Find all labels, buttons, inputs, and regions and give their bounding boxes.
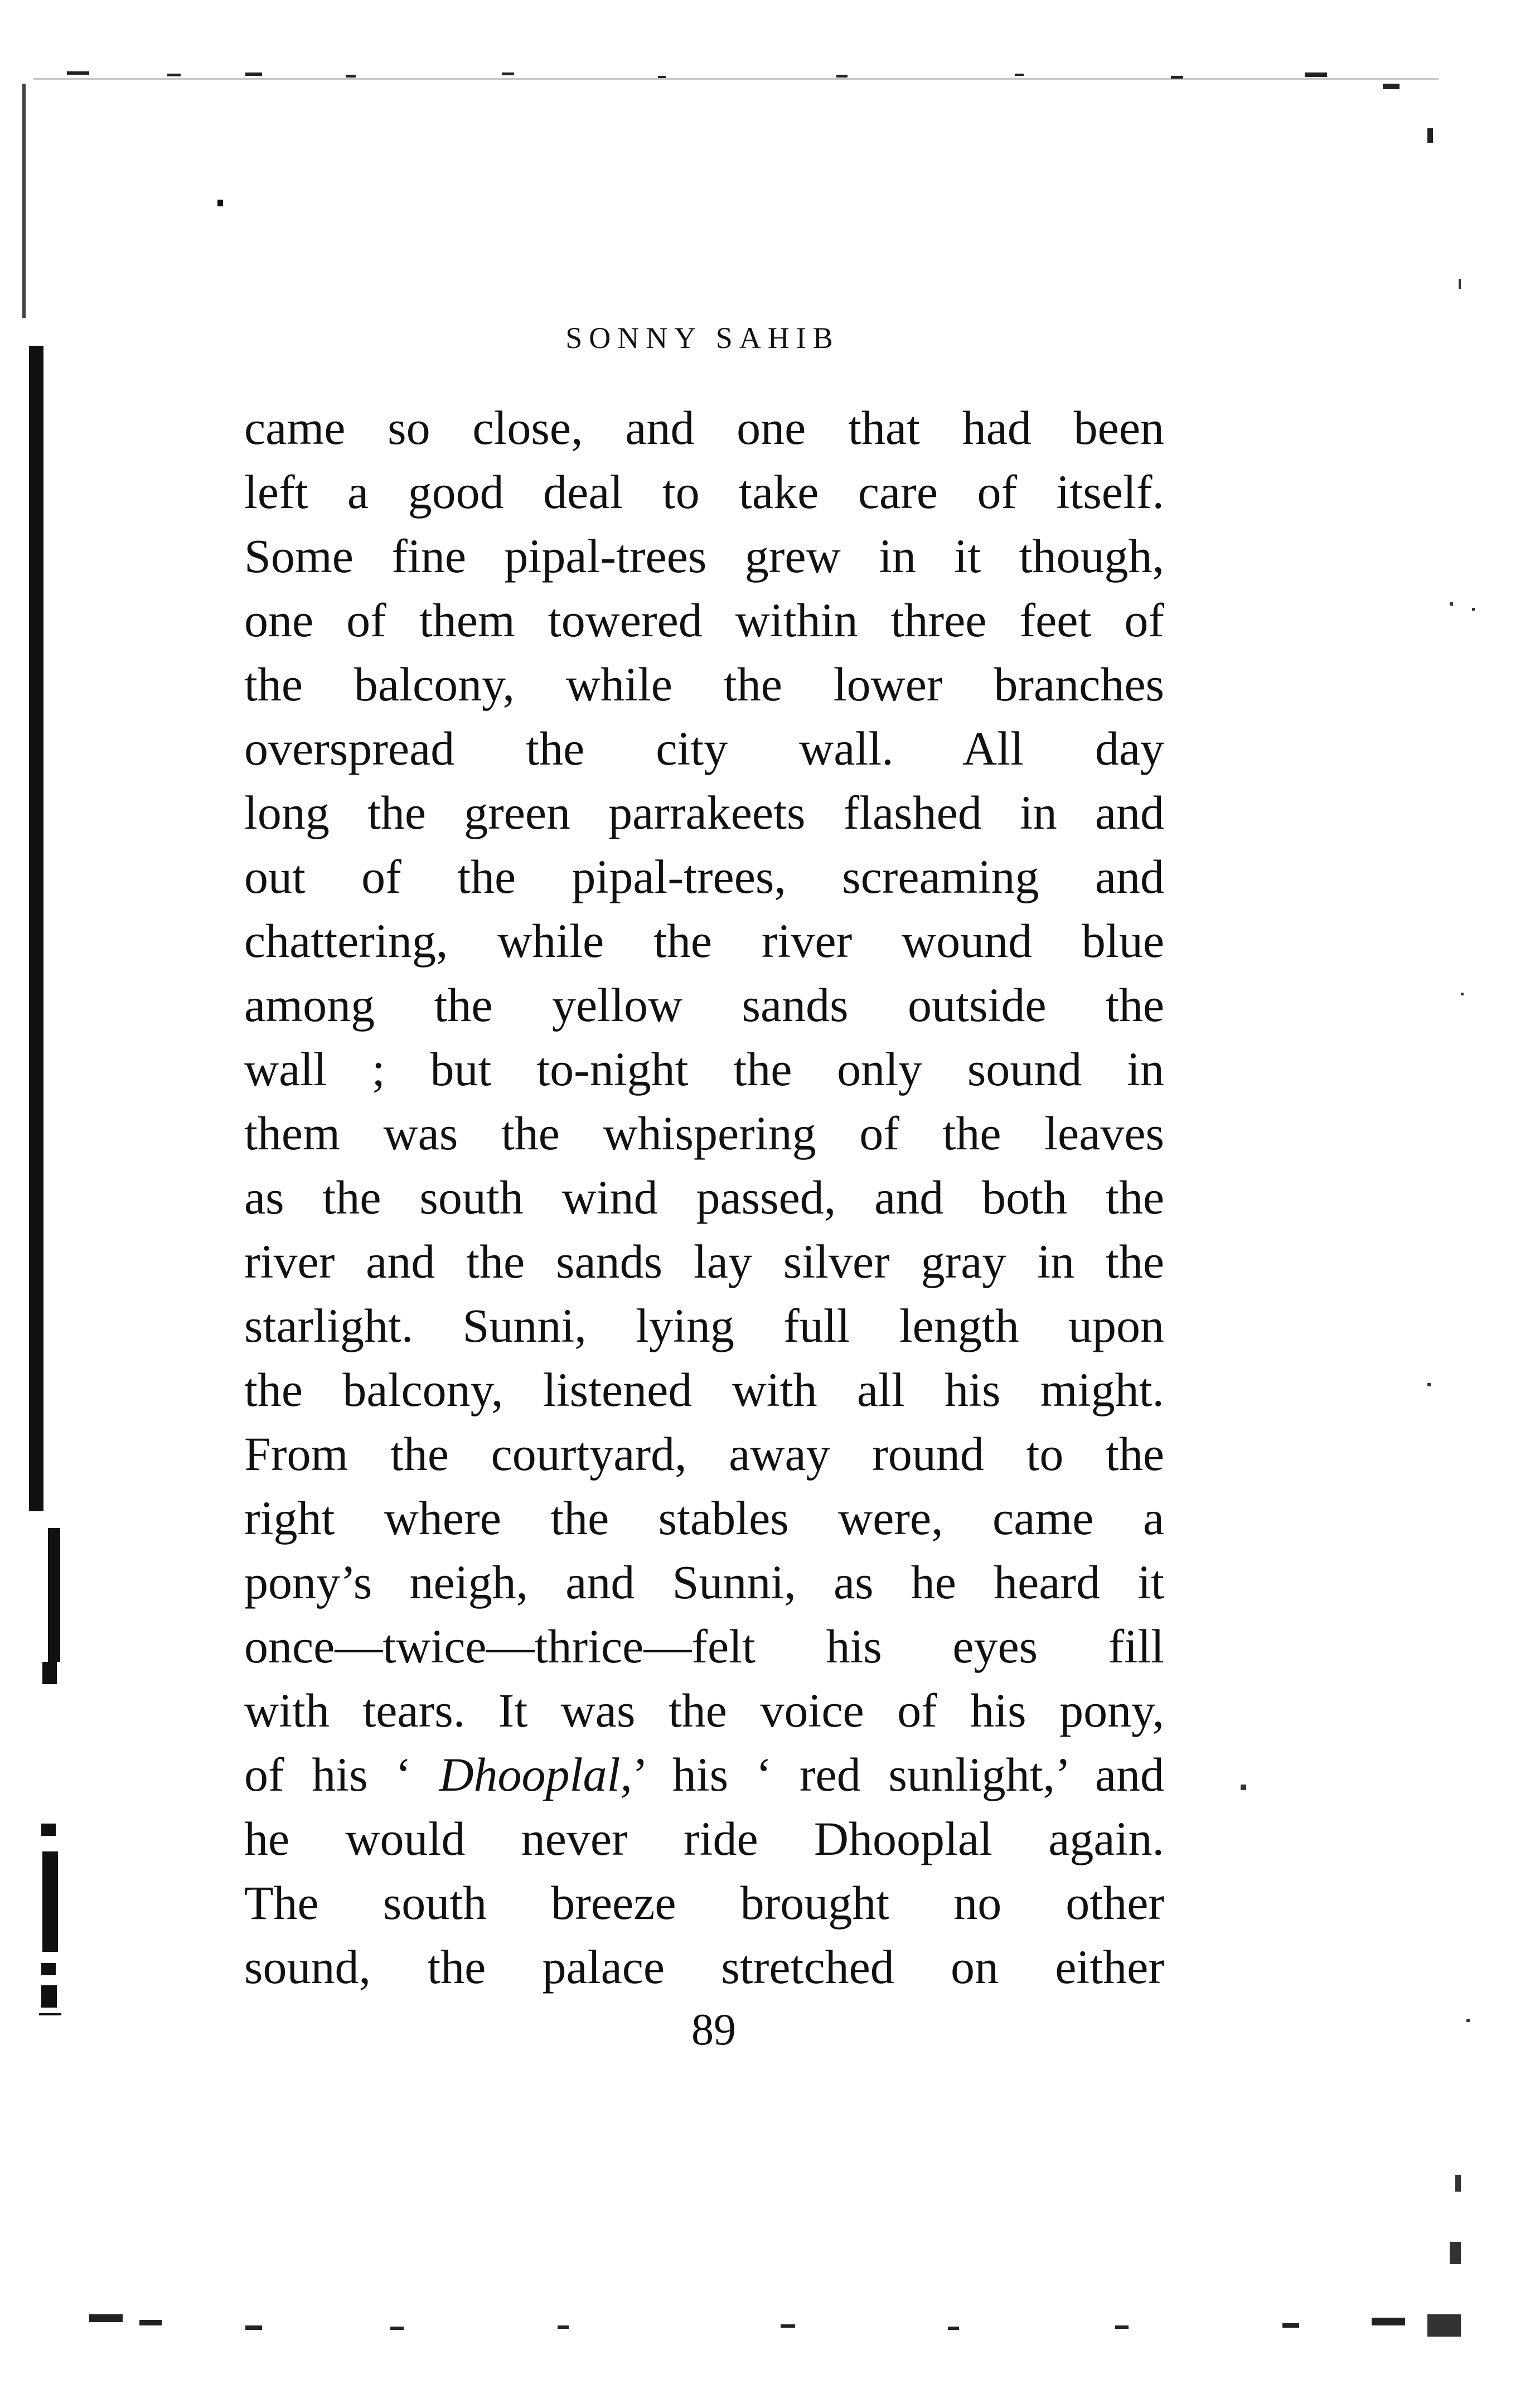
text-line: From the courtyard, away round to the: [244, 1427, 1164, 1481]
text-line: once—twice—thrice—felt his eyes fill: [244, 1619, 1164, 1673]
text-line: The south breeze brought no other: [244, 1876, 1164, 1930]
text-line: pony’s neigh, and Sunni, as he heard it: [244, 1555, 1164, 1609]
text-line: sound, the palace stretched on either: [244, 1940, 1164, 1994]
text-line: them was the whispering of the leaves: [244, 1106, 1164, 1160]
text-line: river and the sands lay silver gray in the: [244, 1235, 1164, 1288]
text-line: the balcony, while the lower branches: [244, 657, 1164, 711]
text-line-with-italic: [244, 1743, 1164, 1807]
text-line: Some fine pipal-trees grew in it though,: [244, 529, 1164, 583]
text-line: starlight. Sunni, lying full length upon: [244, 1299, 1164, 1352]
italic-name: Dhooplal,: [439, 1748, 632, 1801]
text-line: the balcony, listened with all his might.: [244, 1363, 1164, 1416]
text-line: left a good deal to take care of itself.: [244, 465, 1164, 519]
text-line: came so close, and one that had been: [244, 401, 1164, 454]
page-number: 89: [691, 2005, 736, 2054]
text-line: right where the stables were, came a: [244, 1491, 1164, 1545]
body-text: [244, 396, 1164, 1999]
text-line: wall ; but to-night the only sound in: [244, 1042, 1164, 1096]
text-line: chattering, while the river wound blue: [244, 914, 1164, 968]
text-line: he would never ride Dhooplal again.: [244, 1812, 1164, 1865]
text-line: out of the pipal-trees, screaming and: [244, 850, 1164, 903]
text-line: among the yellow sands outside the: [244, 978, 1164, 1032]
text-segment: ’ his ‘ red sunlight,’ and: [632, 1748, 1165, 1801]
text-segment: of his ‘: [244, 1748, 439, 1801]
text-line: with tears. It was the voice of his pony,: [244, 1684, 1164, 1737]
text-line: long the green parrakeets flashed in and: [244, 786, 1164, 839]
text-line: one of them towered within three feet of: [244, 593, 1164, 647]
running-head: SONNY SAHIB: [565, 321, 840, 355]
text-line: as the south wind passed, and both the: [244, 1171, 1164, 1224]
text-line: overspread the city wall. All day: [244, 722, 1164, 775]
